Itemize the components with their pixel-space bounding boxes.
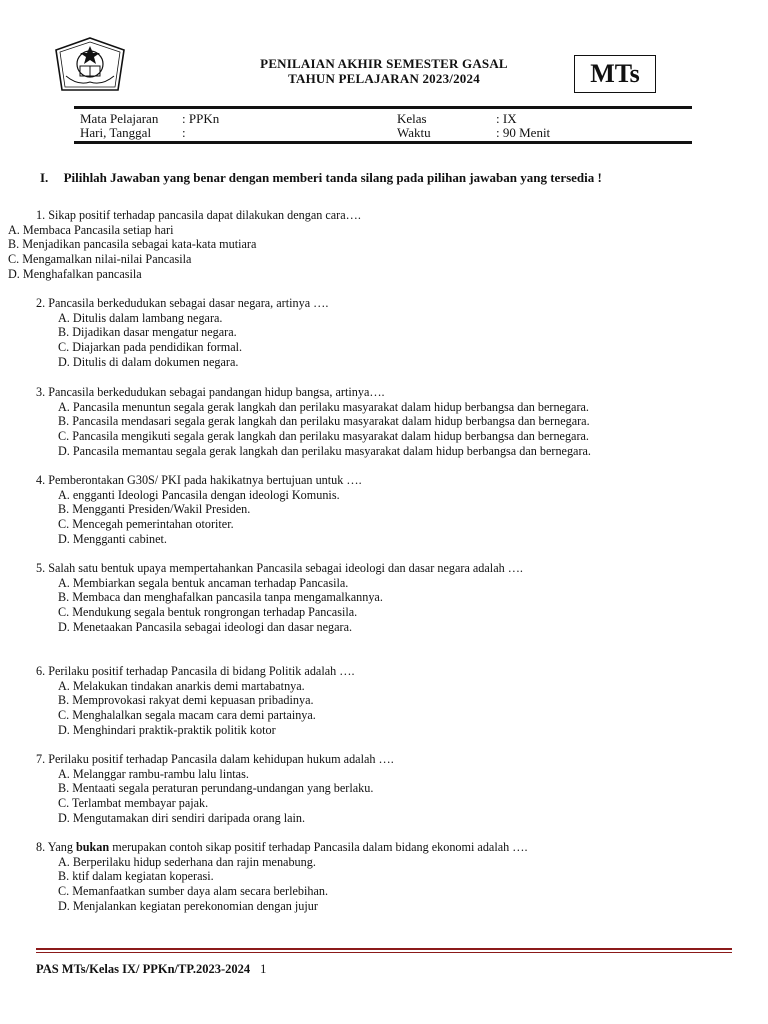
option-b: B. ktif dalam kegiatan koperasi. bbox=[58, 869, 214, 884]
question-stem: 3. Pancasila berkedudukan sebagai pandangan hidup bangsa, artinya…. bbox=[36, 385, 385, 399]
section-instruction bbox=[40, 170, 602, 186]
stem-emphasis: bukan bbox=[75, 840, 110, 854]
stem-part: 8. Yang bbox=[36, 840, 76, 854]
question-6 bbox=[36, 664, 355, 738]
question-4 bbox=[36, 473, 362, 547]
footer-text: PAS MTs/Kelas IX/ PPKn/TP.2023-2024 bbox=[36, 962, 251, 976]
option-d: D. Pancasila memantau segala gerak langkah dan perilaku masyarakat dalam hidup berbangsa dan bernegara. bbox=[58, 443, 591, 458]
page-footer bbox=[36, 962, 266, 977]
footer-rule-top bbox=[36, 948, 732, 950]
option-b: B. Mengganti Presiden/Wakil Presiden. bbox=[58, 502, 251, 517]
option-b: B. Memprovokasi rakyat demi kepuasan pribadinya. bbox=[58, 693, 314, 708]
option-d: D. Menjalankan kegiatan perekonomian dengan jujur bbox=[58, 898, 318, 913]
option-d: D. Menghindari praktik-praktik politik kotor bbox=[58, 722, 276, 737]
option-c: C. Terlambat membayar pajak. bbox=[58, 796, 209, 811]
option-c: C. Pancasila mengikuti segala gerak langkah dan perilaku masyarakat dalam hidup berbangsa dan bernegara. bbox=[58, 429, 589, 444]
question-1 bbox=[8, 208, 361, 282]
instruction-text: Pilihlah Jawaban yang benar dengan memberi tanda silang pada pilihan jawaban yang tersedia ! bbox=[63, 170, 602, 185]
subject-label: Mata Pelajaran bbox=[80, 111, 159, 126]
option-c: C. Mengamalkan nilai-nilai Pancasila bbox=[8, 252, 192, 267]
option-b: B. Menjadikan pancasila sebagai kata-kata mutiara bbox=[8, 237, 257, 252]
footer-rule-bottom bbox=[36, 952, 732, 953]
page-number: 1 bbox=[260, 962, 267, 976]
option-b: B. Mentaati segala peraturan perundang-undangan yang berlaku. bbox=[58, 781, 374, 796]
date-value: : bbox=[182, 125, 186, 140]
class-value: : IX bbox=[496, 111, 517, 126]
school-level-badge: MTs bbox=[574, 55, 656, 93]
time-label: Waktu bbox=[397, 125, 431, 140]
option-a: A. engganti Ideologi Pancasila dengan ideologi Komunis. bbox=[58, 487, 340, 502]
header-rule-bottom bbox=[74, 141, 692, 144]
option-c: C. Menghalalkan segala macam cara demi partainya. bbox=[58, 708, 316, 723]
exam-title: PENILAIAN AKHIR SEMESTER GASAL bbox=[260, 56, 508, 71]
question-7 bbox=[36, 752, 394, 826]
option-d: D. Mengutamakan diri sendiri daripada orang lain. bbox=[58, 810, 306, 825]
school-year: TAHUN PELAJARAN 2023/2024 bbox=[288, 71, 480, 86]
option-a: A. Melakukan tindakan anarkis demi martabatnya. bbox=[58, 678, 305, 693]
stem-part: merupakan contoh sikap positif terhadap Pancasila dalam bidang ekonomi adalah …. bbox=[109, 840, 528, 854]
option-d: D. Menetaakan Pancasila sebagai ideologi dan dasar negara. bbox=[58, 619, 353, 634]
question-stem: 4. Pemberontakan G30S/ PKI pada hakikatnya bertujuan untuk …. bbox=[36, 473, 362, 487]
option-b: B. Membaca dan menghafalkan pancasila tanpa mengamalkannya. bbox=[58, 590, 383, 605]
option-d: D. Menghafalkan pancasila bbox=[8, 266, 142, 281]
option-a: A. Membiarkan segala bentuk ancaman terhadap Pancasila. bbox=[58, 575, 349, 590]
question-stem: 7. Perilaku positif terhadap Pancasila dalam kehidupan hukum adalah …. bbox=[36, 752, 394, 766]
option-c: C. Memanfaatkan sumber daya alam secara berlebihan. bbox=[58, 884, 329, 899]
question-2 bbox=[36, 296, 328, 370]
option-d: D. Mengganti cabinet. bbox=[58, 531, 167, 546]
date-label: Hari, Tanggal bbox=[80, 125, 152, 140]
question-stem: 1. Sikap positif terhadap pancasila dapat dilakukan dengan cara…. bbox=[36, 208, 361, 222]
option-a: A. Berperilaku hidup sederhana dan rajin menabung. bbox=[58, 854, 316, 869]
time-value: : 90 Menit bbox=[496, 125, 551, 140]
class-label: Kelas bbox=[397, 111, 427, 126]
option-a: A. Melanggar rambu-rambu lalu lintas. bbox=[58, 766, 249, 781]
subject-value: : PPKn bbox=[182, 111, 220, 126]
option-a: A. Membaca Pancasila setiap hari bbox=[8, 222, 174, 237]
option-c: C. Mencegah pemerintahan otoriter. bbox=[58, 517, 234, 532]
option-a: A. Pancasila menuntun segala gerak langkah dan perilaku masyarakat dalam hidup berbangsa dan bernegara. bbox=[58, 399, 589, 414]
header-rule-top bbox=[74, 106, 692, 109]
question-stem: 6. Perilaku positif terhadap Pancasila di bidang Politik adalah …. bbox=[36, 664, 355, 678]
option-b: B. Pancasila mendasari segala gerak langkah dan perilaku masyarakat dalam hidup berbangsa dan bernegara. bbox=[58, 414, 590, 429]
option-a: A. Ditulis dalam lambang negara. bbox=[58, 310, 223, 325]
option-b: B. Dijadikan dasar mengatur negara. bbox=[58, 325, 237, 340]
question-stem bbox=[36, 840, 528, 855]
question-stem: 5. Salah satu bentuk upaya mempertahankan Pancasila sebagai ideologi dan dasar negara adalah …. bbox=[36, 561, 523, 575]
option-d: D. Ditulis di dalam dokumen negara. bbox=[58, 354, 239, 369]
option-c: C. Mendukung segala bentuk rongrongan terhadap Pancasila. bbox=[58, 605, 358, 620]
question-8 bbox=[36, 840, 528, 914]
section-number: I. bbox=[40, 170, 49, 185]
question-3 bbox=[36, 385, 591, 459]
option-c: C. Diajarkan pada pendidikan formal. bbox=[58, 340, 243, 355]
question-stem: 2. Pancasila berkedudukan sebagai dasar negara, artinya …. bbox=[36, 296, 329, 310]
question-5 bbox=[36, 561, 523, 635]
